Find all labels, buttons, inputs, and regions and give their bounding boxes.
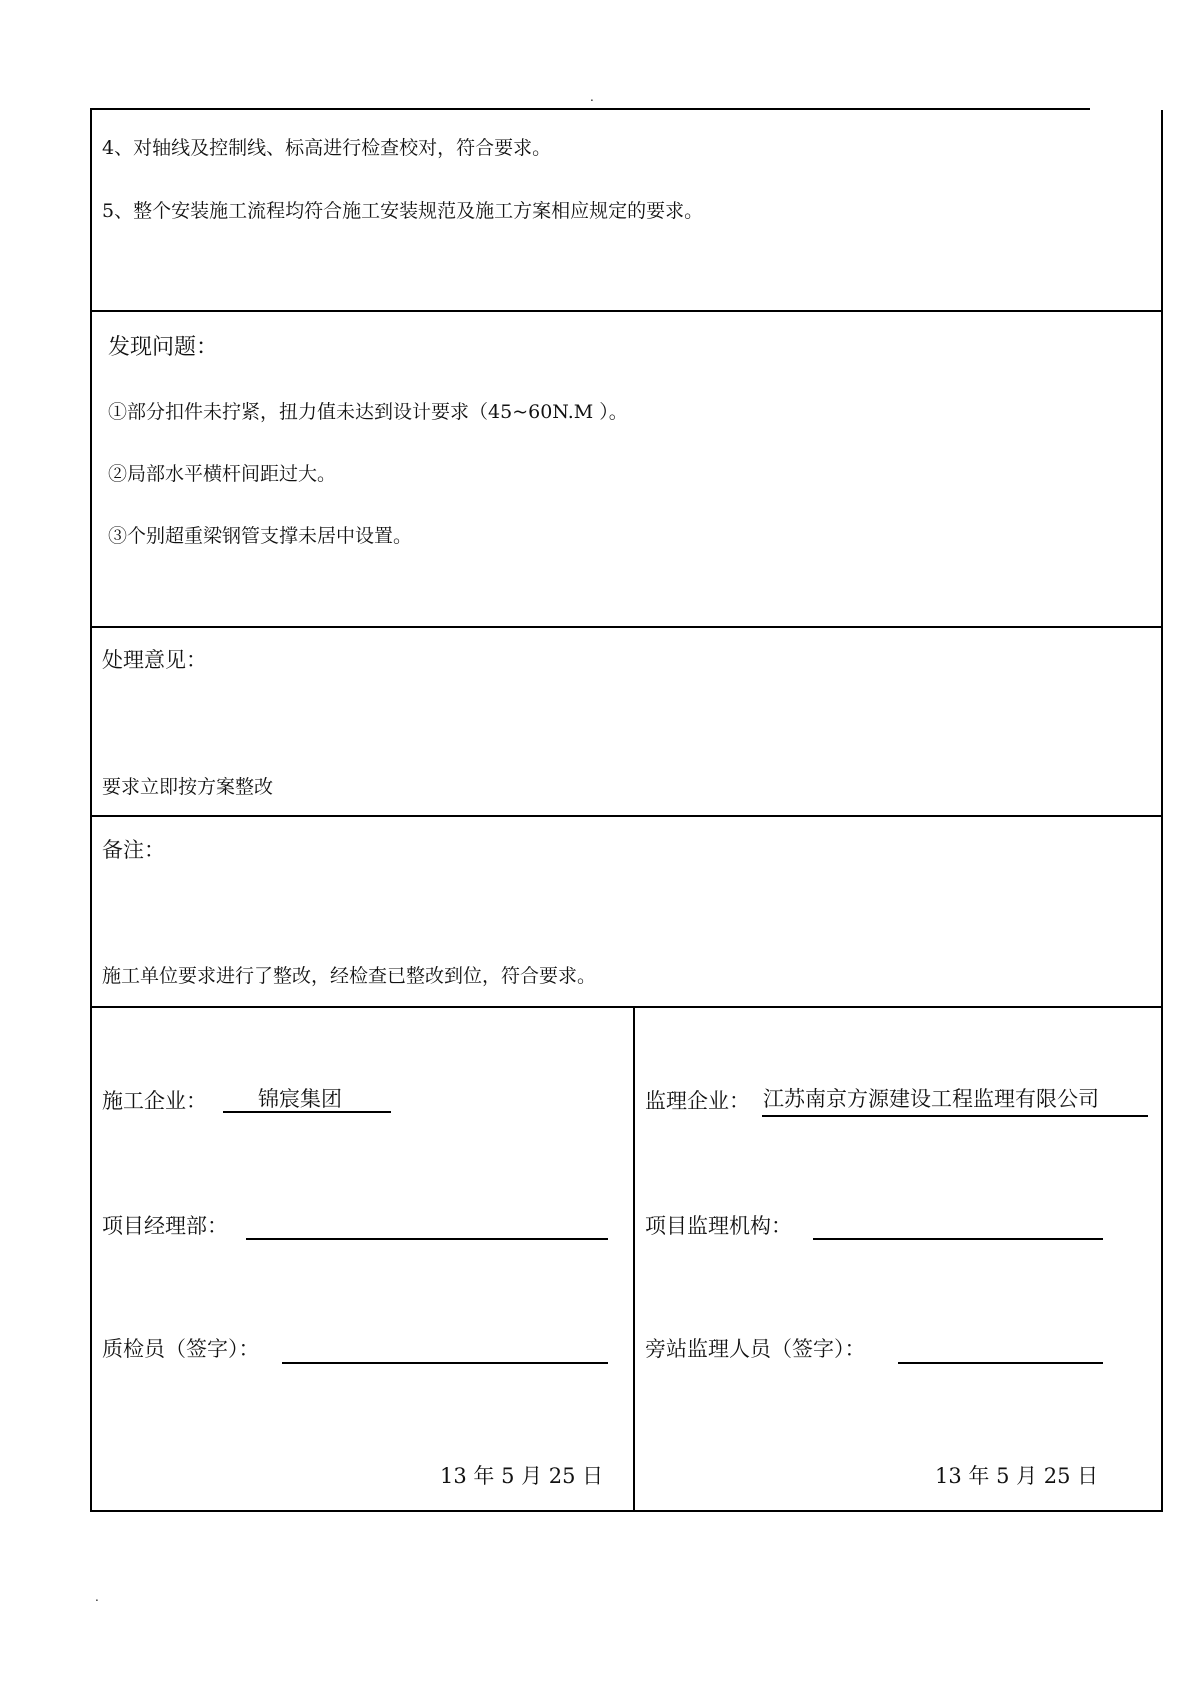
- inspector-label: 质检员（签字）：: [102, 1337, 260, 1361]
- remarks-heading: 备注：: [102, 838, 165, 862]
- construction-company-underline: [223, 1111, 391, 1113]
- construction-date: 13 年 5 月 25 日: [440, 1464, 604, 1488]
- problem-item-1: [108, 397, 628, 424]
- supervision-company-label: 监理企业：: [645, 1089, 750, 1113]
- supervision-agency-line: [813, 1238, 1103, 1240]
- handling-text: 要求立即按方案整改: [102, 776, 274, 798]
- project-dept-label: 项目经理部：: [102, 1214, 228, 1238]
- supervision-company-underline: [762, 1115, 1148, 1117]
- remarks-text: 施工单位要求进行了整改，经检查已整改到位，符合要求。: [102, 965, 597, 987]
- row-divider-2: [90, 626, 1163, 628]
- problems-heading: 发现问题：: [108, 335, 219, 360]
- supervisor-signature-line: [898, 1362, 1103, 1364]
- header-dot: .: [590, 90, 594, 104]
- top-border: [90, 108, 1090, 110]
- problem-item-2: [108, 459, 336, 486]
- supervisor-label: 旁站监理人员（签字）：: [645, 1337, 866, 1361]
- row-divider-3: [90, 815, 1163, 817]
- problem-text-1: 部分扣件未拧紧，扭力值未达到设计要求（45~60N.M ）。: [127, 401, 628, 423]
- problem-item-3: [108, 521, 412, 548]
- project-dept-line: [246, 1238, 608, 1240]
- problem-text-2: 局部水平横杆间距过大。: [127, 463, 337, 485]
- problem-marker-3: ③: [108, 525, 128, 547]
- signature-divider: [633, 1006, 635, 1512]
- construction-company-label: 施工企业：: [102, 1089, 207, 1113]
- supervision-company-value: 江苏南京方源建设工程监理有限公司: [763, 1087, 1099, 1111]
- supervision-date: 13 年 5 月 25 日: [935, 1464, 1099, 1488]
- row-divider-4: [90, 1006, 1163, 1008]
- inspector-signature-line: [282, 1362, 608, 1364]
- problem-marker-2: ②: [108, 463, 128, 485]
- right-border: [1161, 110, 1163, 1512]
- inspection-item-4: 4、对轴线及控制线、标高进行检查校对，符合要求。: [102, 137, 552, 159]
- bottom-border: [90, 1510, 1163, 1512]
- inspection-item-5: 5、整个安装施工流程均符合施工安装规范及施工方案相应规定的要求。: [102, 200, 704, 222]
- left-border: [90, 110, 92, 1512]
- problem-marker-1: ①: [108, 401, 128, 423]
- row-divider-1: [90, 310, 1163, 312]
- handling-heading: 处理意见：: [102, 648, 207, 672]
- construction-company-value: 锦宸集团: [258, 1087, 342, 1111]
- problem-text-3: 个别超重梁钢管支撑未居中设置。: [127, 525, 413, 547]
- supervision-agency-label: 项目监理机构：: [645, 1214, 792, 1238]
- footer-dot: .: [95, 1590, 99, 1604]
